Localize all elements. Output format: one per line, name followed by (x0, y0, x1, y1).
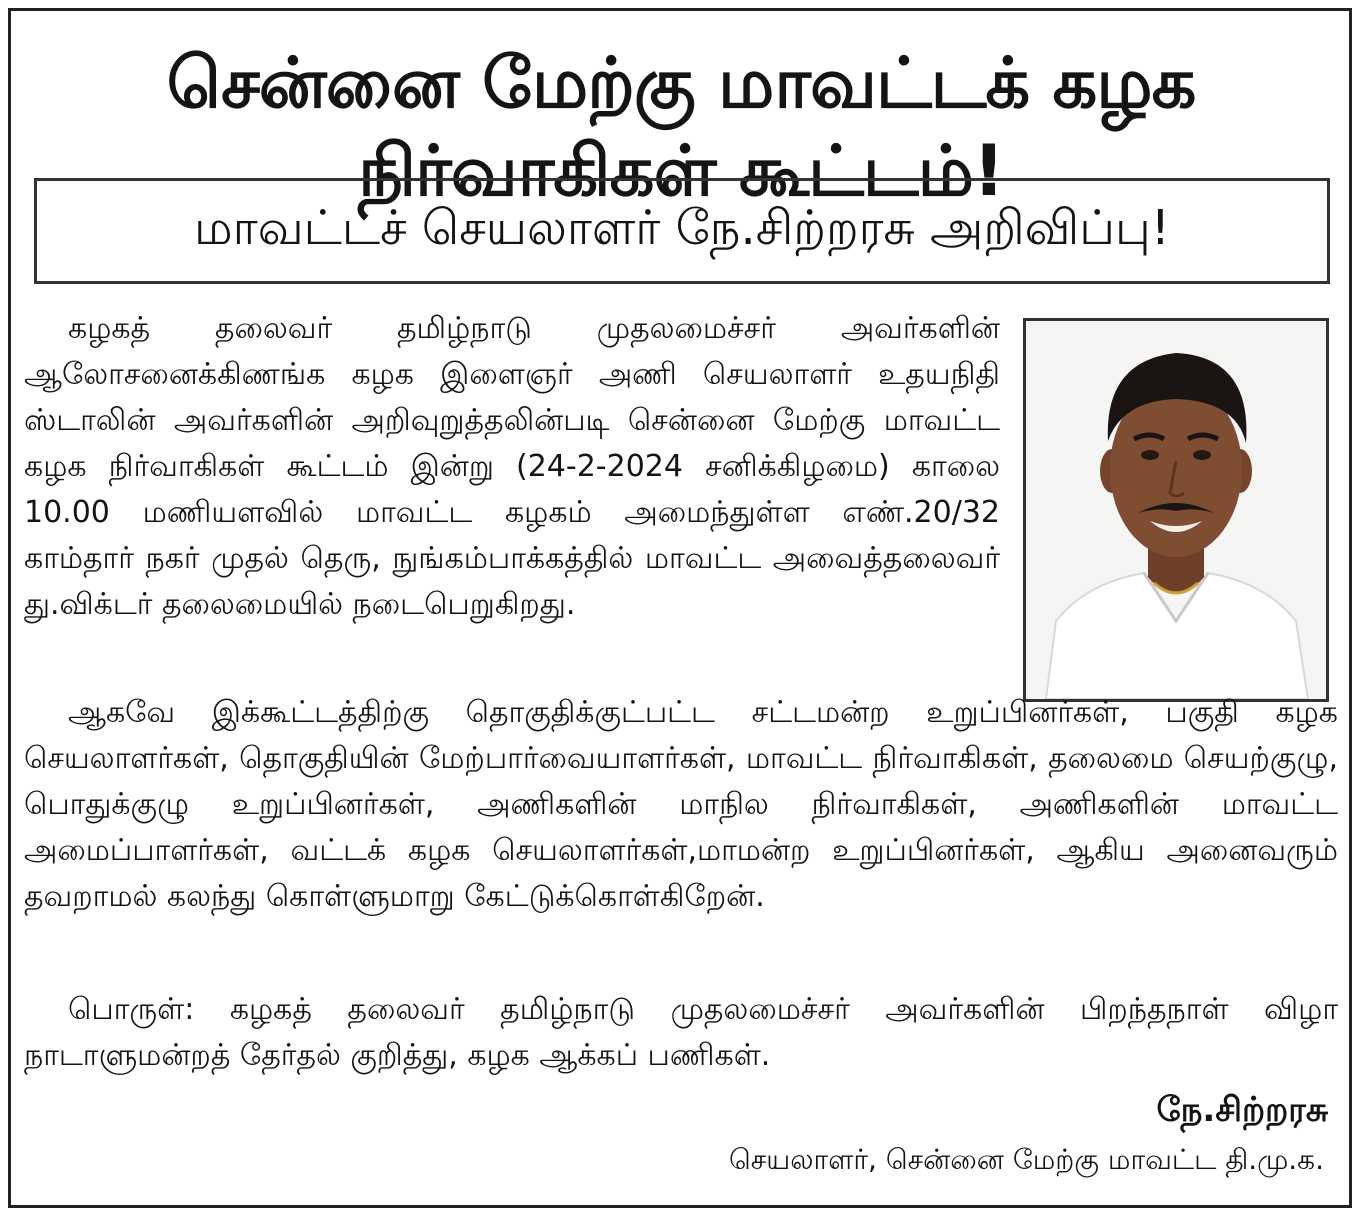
signer-name: நே.சிற்றரசு (1156, 1090, 1328, 1130)
paragraph-invitation: ஆகவே இக்கூட்டத்திற்கு தொகுதிக்குட்பட்ட சட்டமன்ற உறுப்பினர்கள், பகுதி கழக செயலாளர்கள், தொகுதியின் மேற்பார்வையாளர்கள், மாவட்ட நிர்வாகிகள், தலைமை செயற்குழு, பொதுக்குழு உறுப்பினர்கள், அணிகளின் மாநில நிர்வாகிகள், அணிகளின் மாவட்ட அமைப்பாளர்கள், வட்டக் கழக செயலாளர்கள்,மாமன்ற உறுப்பினர்கள், ஆகிய அனைவரும் தவறாமல் கலந்து கொள்ளுமாறு கேட்டுக்கொள்கிறேன். (24, 695, 1338, 914)
signer-title: செயலாளர், சென்னை மேற்கு மாவட்ட தி.மு.க. (728, 1143, 1324, 1176)
portrait-photo (1023, 318, 1329, 702)
subtitle: மாவட்டச் செயலாளர் நே.சிற்றரசு அறிவிப்பு! (194, 200, 1170, 256)
headline: சென்னை மேற்கு மாவட்டக் கழக நிர்வாகிகள் கூட்டம்! (166, 42, 1196, 212)
paragraph-meeting-details: கழகத் தலைவர் தமிழ்நாடு முதலமைச்சர் அவர்களின் ஆலோசனைக்கிணங்க கழக இளைஞர் அணி செயலாளர் உதயநிதி ஸ்டாலின் அவர்களின் அறிவுறுத்தலின்படி சென்னை மேற்கு மாவட்ட கழக நிர்வாகிகள் கூட்டம் இன்று (24-2-2024 சனிக்கிழமை) காலை 10.00 மணியளவில் மாவட்ட கழகம் அமைந்துள்ள எண்.20/32 காம்தார் நகர் முதல் தெரு, நுங்கம்பாக்கத்தில் மாவட்ட அவைத்தலைவர் து.விக்டர் தலைமையில் நடைபெறுகிறது. (24, 311, 1000, 622)
subtitle-box (34, 178, 1330, 284)
portrait-illustration (1026, 321, 1326, 699)
paragraph-agenda: பொருள்: கழகத் தலைவர் தமிழ்நாடு முதலமைச்சர் அவர்களின் பிறந்தநாள் விழா நாடாளுமன்றத் தேர்தல் குறித்து, கழக ஆக்கப் பணிகள். (24, 992, 1338, 1073)
